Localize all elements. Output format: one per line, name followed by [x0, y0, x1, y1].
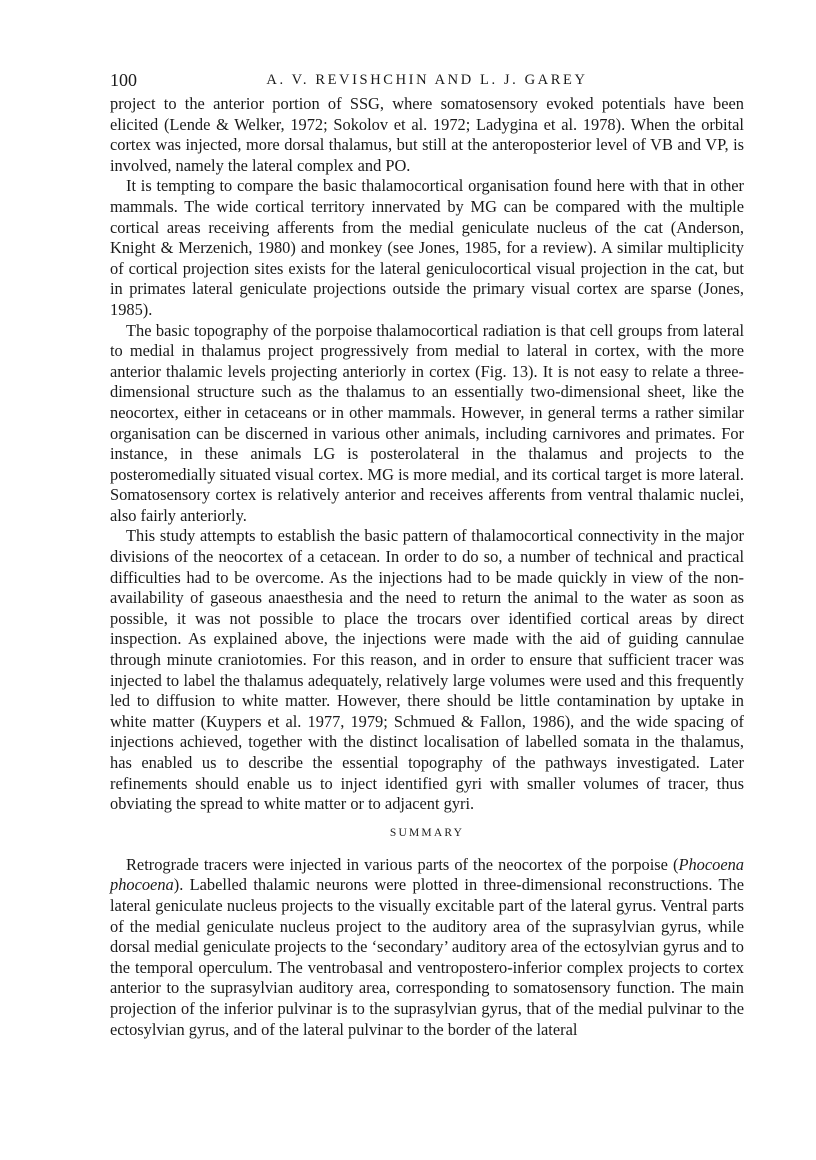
page-number: 100	[110, 70, 137, 90]
summary-text-rest: ). Labelled thalamic neurons were plotted in three-dimensional reconstructions. The lateral geniculate nucleus projects to the visually excitable part of the lateral gyrus. Ventral parts of the medial geniculate nucleus project to the auditory area of the suprasylvian gyrus, while dorsal medial geniculate projects to the ‘secondary’ auditory area of the ectosylvian gyrus and to the temporal operculum. The ventrobasal and ventropostero-inferior complex projects to cortex anterior to the suprasylvian auditory area, corresponding to somatosensory function. The main projection of the inferior pulvinar is to the suprasylvian gyrus, that of the medial pulvinar to the ectosylvian gyrus, and of the lateral pulvinar to the border of the lateral	[110, 875, 744, 1039]
body-paragraph: project to the anterior portion of SSG, where somatosensory evoked potentials have been elicited (Lende & Welker, 1972; Sokolov et al. 1972; Ladygina et al. 1978). When the orbital cortex was injected, more dorsal thalamus, but still at the anteroposterior level of VB and VP, is involved, namely the lateral complex and PO.	[110, 94, 744, 175]
body-paragraph: It is tempting to compare the basic thalamocortical organisation found here with that in other mammals. The wide cortical territory innervated by MG can be compared with the multiple cortical areas receiving afferents from the medial geniculate nucleus of the cat (Anderson, Knight & Merzenich, 1980) and monkey (see Jones, 1985, for a review). A similar multiplicity of cortical projection sites exists for the lateral geniculocortical visual projection in the cat, but in primates lateral geniculate projections outside the primary visual cortex are sparse (Jones, 1985).	[110, 176, 744, 319]
running-head-authors: A. V. REVISHCHIN AND L. J. GAREY	[266, 72, 588, 88]
journal-page	[110, 68, 744, 1040]
body-paragraph: This study attempts to establish the basic pattern of thalamocortical connectivity in the major divisions of the neocortex of a cetacean. In order to do so, a number of technical and practical difficulties had to be overcome. As the injections had to be made quickly in view of the non-availability of gaseous anaesthesia and the need to return the animal to the water as soon as possible, it was not possible to place the trocars over identified cortical areas by direct inspection. As explained above, the injections were made with the aid of guiding cannulae through minute craniotomies. For this reason, and in order to ensure that sufficient tracer was injected to label the thalamus adequately, relatively large volumes were used and this frequently led to diffusion to white matter. However, there should be little contamination by uptake in white matter (Kuypers et al. 1977, 1979; Schmued & Fallon, 1986), and the wide spacing of injections achieved, together with the distinct localisation of labelled somata in the thalamus, has enabled us to describe the essential topography of the pathways investigated. Later refinements should enable us to inject identified gyri with smaller volumes of tracer, thus obviating the spread to white matter or to adjacent gyri.	[110, 526, 744, 814]
body-paragraph: The basic topography of the porpoise thalamocortical radiation is that cell groups from lateral to medial in thalamus project progressively from medial to lateral in cortex, with the more anterior thalamic levels projecting anteriorly in cortex (Fig. 13). It is not easy to relate a three-dimensional structure such as the thalamus to an essentially two-dimensional sheet, like the neocortex, either in cetaceans or in other mammals. However, in general terms a rather similar organisation can be discerned in various other animals, including carnivores and primates. For instance, in these animals LG is posterolateral in the thalamus and projects to the posteromedially situated visual cortex. MG is more medial, and its cortical target is more lateral. Somatosensory cortex is relatively anterior and receives afferents from ventral thalamic nuclei, also fairly anteriorly.	[110, 320, 744, 525]
summary-text-start: Retrograde tracers were injected in various parts of the neocortex of the porpoise (	[126, 854, 679, 874]
summary-heading: SUMMARY	[389, 826, 465, 839]
summary-paragraph	[110, 855, 744, 1040]
species-name: Phocoena phocoena	[110, 854, 744, 895]
running-head	[110, 68, 744, 92]
